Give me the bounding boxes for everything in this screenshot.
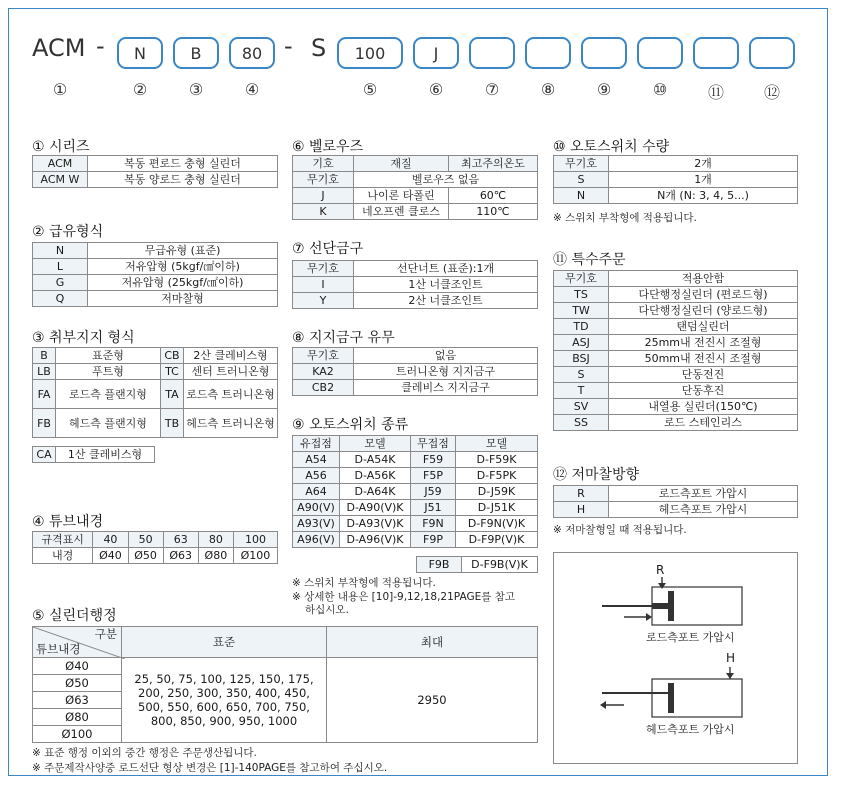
switch-cell: A54: [293, 452, 340, 468]
model-prefix: ACM: [32, 34, 86, 62]
bellows-material: 네오프렌 클로스: [354, 204, 449, 220]
code-num-5: ⑤: [362, 80, 378, 99]
switch-qty-code: 무기호: [554, 156, 609, 172]
table-row: [33, 172, 278, 188]
switch-qty-desc: 2개: [609, 156, 798, 172]
bore-header: 규격표시: [33, 532, 93, 548]
code-num-7: ⑦: [484, 80, 500, 99]
switch-cell: D-A93(V)K: [340, 516, 411, 532]
switch-cell: D-A64K: [340, 484, 411, 500]
mount-desc: 센터 트러니온형: [184, 364, 278, 380]
special-desc: 50mm내 전진시 조절형: [609, 351, 798, 367]
code-box-3: B: [173, 37, 219, 69]
support-desc: 트러니온형 지지금구: [354, 364, 538, 380]
switch-cell: D-J59K: [456, 484, 538, 500]
lube-desc: 저마찰형: [88, 291, 278, 307]
cylinder-diagram: [553, 552, 798, 764]
stroke-note-2: ※ 주문제작사양중 로드선단 형상 변경은 [1]-140PAGE를 참고하여 주십시오.: [32, 762, 388, 774]
switch-cell: A56: [293, 468, 340, 484]
bellows-header: 최고주의온도: [449, 156, 538, 172]
switch-cell: D-F9B(V)K: [462, 557, 538, 573]
table-row: [417, 557, 538, 573]
table-row: [33, 658, 538, 675]
code-num-3: ③: [188, 80, 204, 99]
support-code: 무기호: [293, 348, 354, 364]
switch-qty-code: S: [554, 172, 609, 188]
table-row: [33, 627, 538, 658]
mount-desc: 푸트형: [56, 364, 161, 380]
caption-head: 헤드측포트 가압시: [646, 723, 735, 736]
switch-cell: D-J51K: [456, 500, 538, 516]
switch-type-title: ⑨ 오토스위치 종류: [292, 417, 409, 433]
special-desc: 내열용 실린더(150℃): [609, 399, 798, 415]
mount-code: CA: [33, 447, 56, 463]
mount-table: [32, 347, 278, 438]
support-desc: 클레비스 지지금구: [354, 380, 538, 396]
bellows-temp: 60℃: [449, 188, 538, 204]
bore-header: 63: [163, 532, 198, 548]
table-row: [293, 516, 538, 532]
table-row: [293, 532, 538, 548]
stroke-std-values: [122, 658, 327, 743]
switch-cell: A64: [293, 484, 340, 500]
mount-code: CB: [161, 348, 184, 364]
corner-bottom: 튜브내경: [36, 642, 81, 656]
special-code: T: [554, 383, 609, 399]
series-code: ACM W: [33, 172, 88, 188]
series-table: [32, 155, 278, 188]
bore-cell: Ø40: [93, 548, 128, 564]
support-code: KA2: [293, 364, 354, 380]
lube-code: G: [33, 275, 88, 291]
table-row: [293, 261, 538, 277]
table-row: [554, 399, 798, 415]
bore-table: [32, 531, 278, 564]
special-desc: 25mm내 전진시 조절형: [609, 335, 798, 351]
code-num-2: ②: [132, 80, 148, 99]
stroke-std-line: 800, 850, 900, 950, 1000: [150, 714, 298, 728]
switch-header: 모델: [340, 436, 411, 452]
special-code: 무기호: [554, 271, 609, 287]
switch-cell: D-A54K: [340, 452, 411, 468]
switch-type-table: [292, 435, 538, 548]
lube-code: L: [33, 259, 88, 275]
table-row: [554, 303, 798, 319]
table-row: [293, 156, 538, 172]
bore-cell: Ø63: [163, 548, 198, 564]
table-row: [33, 409, 278, 438]
table-row: [33, 348, 278, 364]
table-row: [293, 436, 538, 452]
rodend-desc: 선단너트 (표준):1개: [354, 261, 538, 277]
stroke-bore: Ø80: [33, 709, 122, 726]
support-code: CB2: [293, 380, 354, 396]
mount-desc: 로드측 플랜지형: [56, 380, 161, 409]
mount-desc: 헤드측 트러니온형: [184, 409, 278, 438]
bore-cell: Ø100: [233, 548, 277, 564]
switch-cell: A90(V): [293, 500, 340, 516]
table-row: [33, 275, 278, 291]
bellows-header: 기호: [293, 156, 354, 172]
code-box-11: [693, 37, 739, 69]
code-box-4: 80: [229, 37, 275, 69]
bore-title: ④ 튜브내경: [32, 514, 104, 530]
switch-cell: J51: [411, 500, 456, 516]
table-row: [554, 271, 798, 287]
lowfriction-note: ※ 저마찰형일 때 적용됩니다.: [553, 524, 687, 536]
mount-code: TC: [161, 364, 184, 380]
code-box-12: [749, 37, 795, 69]
mount-code: LB: [33, 364, 56, 380]
switch-cell: D-A96(V)K: [340, 532, 411, 548]
switch-cell: D-F59K: [456, 452, 538, 468]
switch-qty-desc: N개 (N: 3, 4, 5...): [609, 188, 798, 204]
switch-type-note-1: ※ 스위치 부착형에 적용됩니다.: [292, 577, 436, 589]
table-row: [293, 348, 538, 364]
special-title: ⑪ 특수주문: [553, 252, 626, 268]
table-row: [33, 447, 155, 463]
support-title: ⑧ 지지금구 유무: [292, 330, 395, 346]
code-box-9: [581, 37, 627, 69]
label-r: R: [656, 563, 665, 577]
mount-code: TA: [161, 380, 184, 409]
lube-desc: 저유압형 (25kgf/㎠이하): [88, 275, 278, 291]
special-desc: 다단행정실린더 (편로드형): [609, 287, 798, 303]
mount-code: TB: [161, 409, 184, 438]
switch-cell: D-A56K: [340, 468, 411, 484]
switch-header: 무접점: [411, 436, 456, 452]
special-code: S: [554, 367, 609, 383]
switch-qty-desc: 1개: [609, 172, 798, 188]
switch-header: 모델: [456, 436, 538, 452]
table-row: [33, 380, 278, 409]
bellows-code: K: [293, 204, 354, 220]
table-row: [554, 415, 798, 431]
bore-cell: 내경: [33, 548, 93, 564]
lowfriction-code: H: [554, 502, 609, 518]
special-desc: 단동후진: [609, 383, 798, 399]
stroke-bore: Ø100: [33, 726, 122, 743]
switch-cell: A93(V): [293, 516, 340, 532]
code-box-7: [469, 37, 515, 69]
bellows-header: 재질: [354, 156, 449, 172]
bore-cell: Ø80: [198, 548, 233, 564]
switch-cell: F9B: [417, 557, 462, 573]
switch-type-note-2: ※ 상세한 내용은 [10]-9,12,18,21PAGE를 참고: [292, 591, 515, 603]
lube-title: ② 급유형식: [32, 224, 104, 240]
code-box-10: [637, 37, 683, 69]
table-row: [554, 319, 798, 335]
code-num-1: ①: [52, 80, 68, 99]
table-row: [554, 502, 798, 518]
mount-desc: 로드측 트러니온형: [184, 380, 278, 409]
table-row: [554, 351, 798, 367]
table-row: [33, 259, 278, 275]
switch-cell: F9P: [411, 532, 456, 548]
stroke-max-value: 2950: [327, 658, 538, 743]
stroke-corner: [33, 627, 122, 658]
rodend-table: [292, 260, 538, 309]
table-row: [33, 291, 278, 307]
table-row: [293, 468, 538, 484]
label-h: H: [726, 651, 736, 665]
switch-cell: J59: [411, 484, 456, 500]
bellows-code: J: [293, 188, 354, 204]
bore-header: 50: [128, 532, 163, 548]
rodend-code: I: [293, 277, 354, 293]
special-desc: 탠덤실린더: [609, 319, 798, 335]
lube-code: N: [33, 243, 88, 259]
stroke-bore: Ø50: [33, 675, 122, 692]
stroke-bore: Ø40: [33, 658, 122, 675]
special-desc: 로드 스테인리스: [609, 415, 798, 431]
table-row: [293, 484, 538, 500]
bellows-temp: 110℃: [449, 204, 538, 220]
table-row: [293, 188, 538, 204]
code-num-8: ⑧: [540, 80, 556, 99]
lowfriction-desc: 로드측포트 가압시: [609, 486, 798, 502]
stroke-header-std: 표준: [122, 627, 327, 658]
caption-rod: 로드측포트 가압시: [646, 631, 735, 644]
dash-2: -: [284, 32, 293, 60]
special-desc: 다단행정실린더 (양로드형): [609, 303, 798, 319]
bellows-table: [292, 155, 538, 220]
switch-cell: D-F9N(V)K: [456, 516, 538, 532]
rodend-code: 무기호: [293, 261, 354, 277]
table-row: [554, 188, 798, 204]
lowfriction-title: ⑫ 저마찰방향: [553, 467, 640, 483]
stroke-note-1: ※ 표준 행정 이외의 중간 행정은 주문생산됩니다.: [32, 747, 257, 759]
series-title: ① 시리즈: [32, 139, 90, 155]
switch-qty-note: ※ 스위치 부착형에 적용됩니다.: [553, 212, 697, 224]
code-num-9: ⑨: [596, 80, 612, 99]
table-row: [293, 293, 538, 309]
table-row: [33, 532, 278, 548]
table-row: [293, 172, 538, 188]
code-num-6: ⑥: [428, 80, 444, 99]
special-code: BSJ: [554, 351, 609, 367]
bellows-material: 나이론 타폴린: [354, 188, 449, 204]
special-table: [553, 270, 798, 431]
switch-qty-code: N: [554, 188, 609, 204]
table-row: [554, 383, 798, 399]
table-row: [293, 500, 538, 516]
switch-cell: F59: [411, 452, 456, 468]
bore-header: 40: [93, 532, 128, 548]
switch-cell: D-F5PK: [456, 468, 538, 484]
switch-cell: F9N: [411, 516, 456, 532]
special-code: TS: [554, 287, 609, 303]
code-num-4: ④: [244, 80, 260, 99]
rodend-code: Y: [293, 293, 354, 309]
lowfriction-desc: 헤드측포트 가압시: [609, 502, 798, 518]
dash-1: -: [96, 32, 105, 60]
table-row: [293, 364, 538, 380]
code-num-10: ⑩: [652, 80, 668, 99]
table-row: [33, 548, 278, 564]
switch-header: 유접점: [293, 436, 340, 452]
special-code: ASJ: [554, 335, 609, 351]
stroke-std-line: 25, 50, 75, 100, 125, 150, 175,: [134, 672, 314, 686]
special-desc: 적용안함: [609, 271, 798, 287]
bellows-title: ⑥ 벨로우즈: [292, 139, 364, 155]
table-row: [554, 486, 798, 502]
switch-cell: D-A90(V)K: [340, 500, 411, 516]
mount-title: ③ 취부지지 형식: [32, 330, 135, 346]
table-row: [293, 452, 538, 468]
switch-type-extra: [416, 556, 538, 573]
mount-desc: 1산 클레비스형: [56, 447, 155, 463]
table-row: [33, 156, 278, 172]
stroke-bore: Ø63: [33, 692, 122, 709]
code-num-12: ⑫: [763, 83, 780, 102]
stroke-title: ⑤ 실린더행정: [32, 608, 117, 624]
series-desc: 복동 편로드 충형 실린더: [88, 156, 278, 172]
rodend-desc: 2산 너클조인트: [354, 293, 538, 309]
mount-code: B: [33, 348, 56, 364]
special-desc: 단동전진: [609, 367, 798, 383]
stroke-std-line: 500, 550, 600, 650, 700, 750,: [138, 700, 310, 714]
lowfriction-table: [553, 485, 798, 518]
switch-cell: F5P: [411, 468, 456, 484]
special-code: SS: [554, 415, 609, 431]
switch-cell: A96(V): [293, 532, 340, 548]
lube-code: Q: [33, 291, 88, 307]
table-row: [293, 204, 538, 220]
mount-desc: 2산 클레비스형: [184, 348, 278, 364]
table-row: [554, 335, 798, 351]
stroke-header-max: 최대: [327, 627, 538, 658]
code-box-6: J: [413, 37, 459, 69]
lube-desc: 저유압형 (5kgf/㎠이하): [88, 259, 278, 275]
table-row: [554, 367, 798, 383]
table-row: [554, 287, 798, 303]
mount-code: FB: [33, 409, 56, 438]
rodend-desc: 1산 너클조인트: [354, 277, 538, 293]
mount-code: FA: [33, 380, 56, 409]
code-s: S: [311, 34, 327, 62]
switch-type-note-3: 하십시오.: [305, 604, 349, 616]
lube-table: [32, 242, 278, 307]
bore-cell: Ø50: [128, 548, 163, 564]
support-table: [292, 347, 538, 396]
table-row: [554, 172, 798, 188]
code-num-11: ⑪: [707, 83, 724, 102]
code-box-8: [525, 37, 571, 69]
table-row: [293, 380, 538, 396]
table-row: [33, 243, 278, 259]
special-code: TW: [554, 303, 609, 319]
series-code: ACM: [33, 156, 88, 172]
corner-top: 구분: [94, 627, 117, 641]
bellows-code: 무기호: [293, 172, 354, 188]
lube-desc: 무급유형 (표준): [88, 243, 278, 259]
special-code: SV: [554, 399, 609, 415]
table-row: [33, 364, 278, 380]
bore-header: 80: [198, 532, 233, 548]
table-row: [554, 156, 798, 172]
rodend-title: ⑦ 선단금구: [292, 241, 364, 257]
switch-qty-table: [553, 155, 798, 204]
lowfriction-code: R: [554, 486, 609, 502]
mount-table-last: [32, 446, 155, 463]
stroke-table: [32, 626, 538, 743]
table-row: [293, 277, 538, 293]
support-desc: 없음: [354, 348, 538, 364]
series-desc: 복동 양로드 충형 실린더: [88, 172, 278, 188]
switch-qty-title: ⑩ 오토스위치 수량: [553, 139, 670, 155]
code-box-5: 100: [337, 37, 403, 69]
switch-cell: D-F9P(V)K: [456, 532, 538, 548]
special-code: TD: [554, 319, 609, 335]
stroke-std-line: 200, 250, 300, 350, 400, 450,: [138, 686, 310, 700]
mount-desc: 표준형: [56, 348, 161, 364]
mount-desc: 헤드측 플랜지형: [56, 409, 161, 438]
bore-header: 100: [233, 532, 277, 548]
bellows-desc: 벨로우즈 없음: [354, 172, 538, 188]
code-box-2: N: [117, 37, 163, 69]
